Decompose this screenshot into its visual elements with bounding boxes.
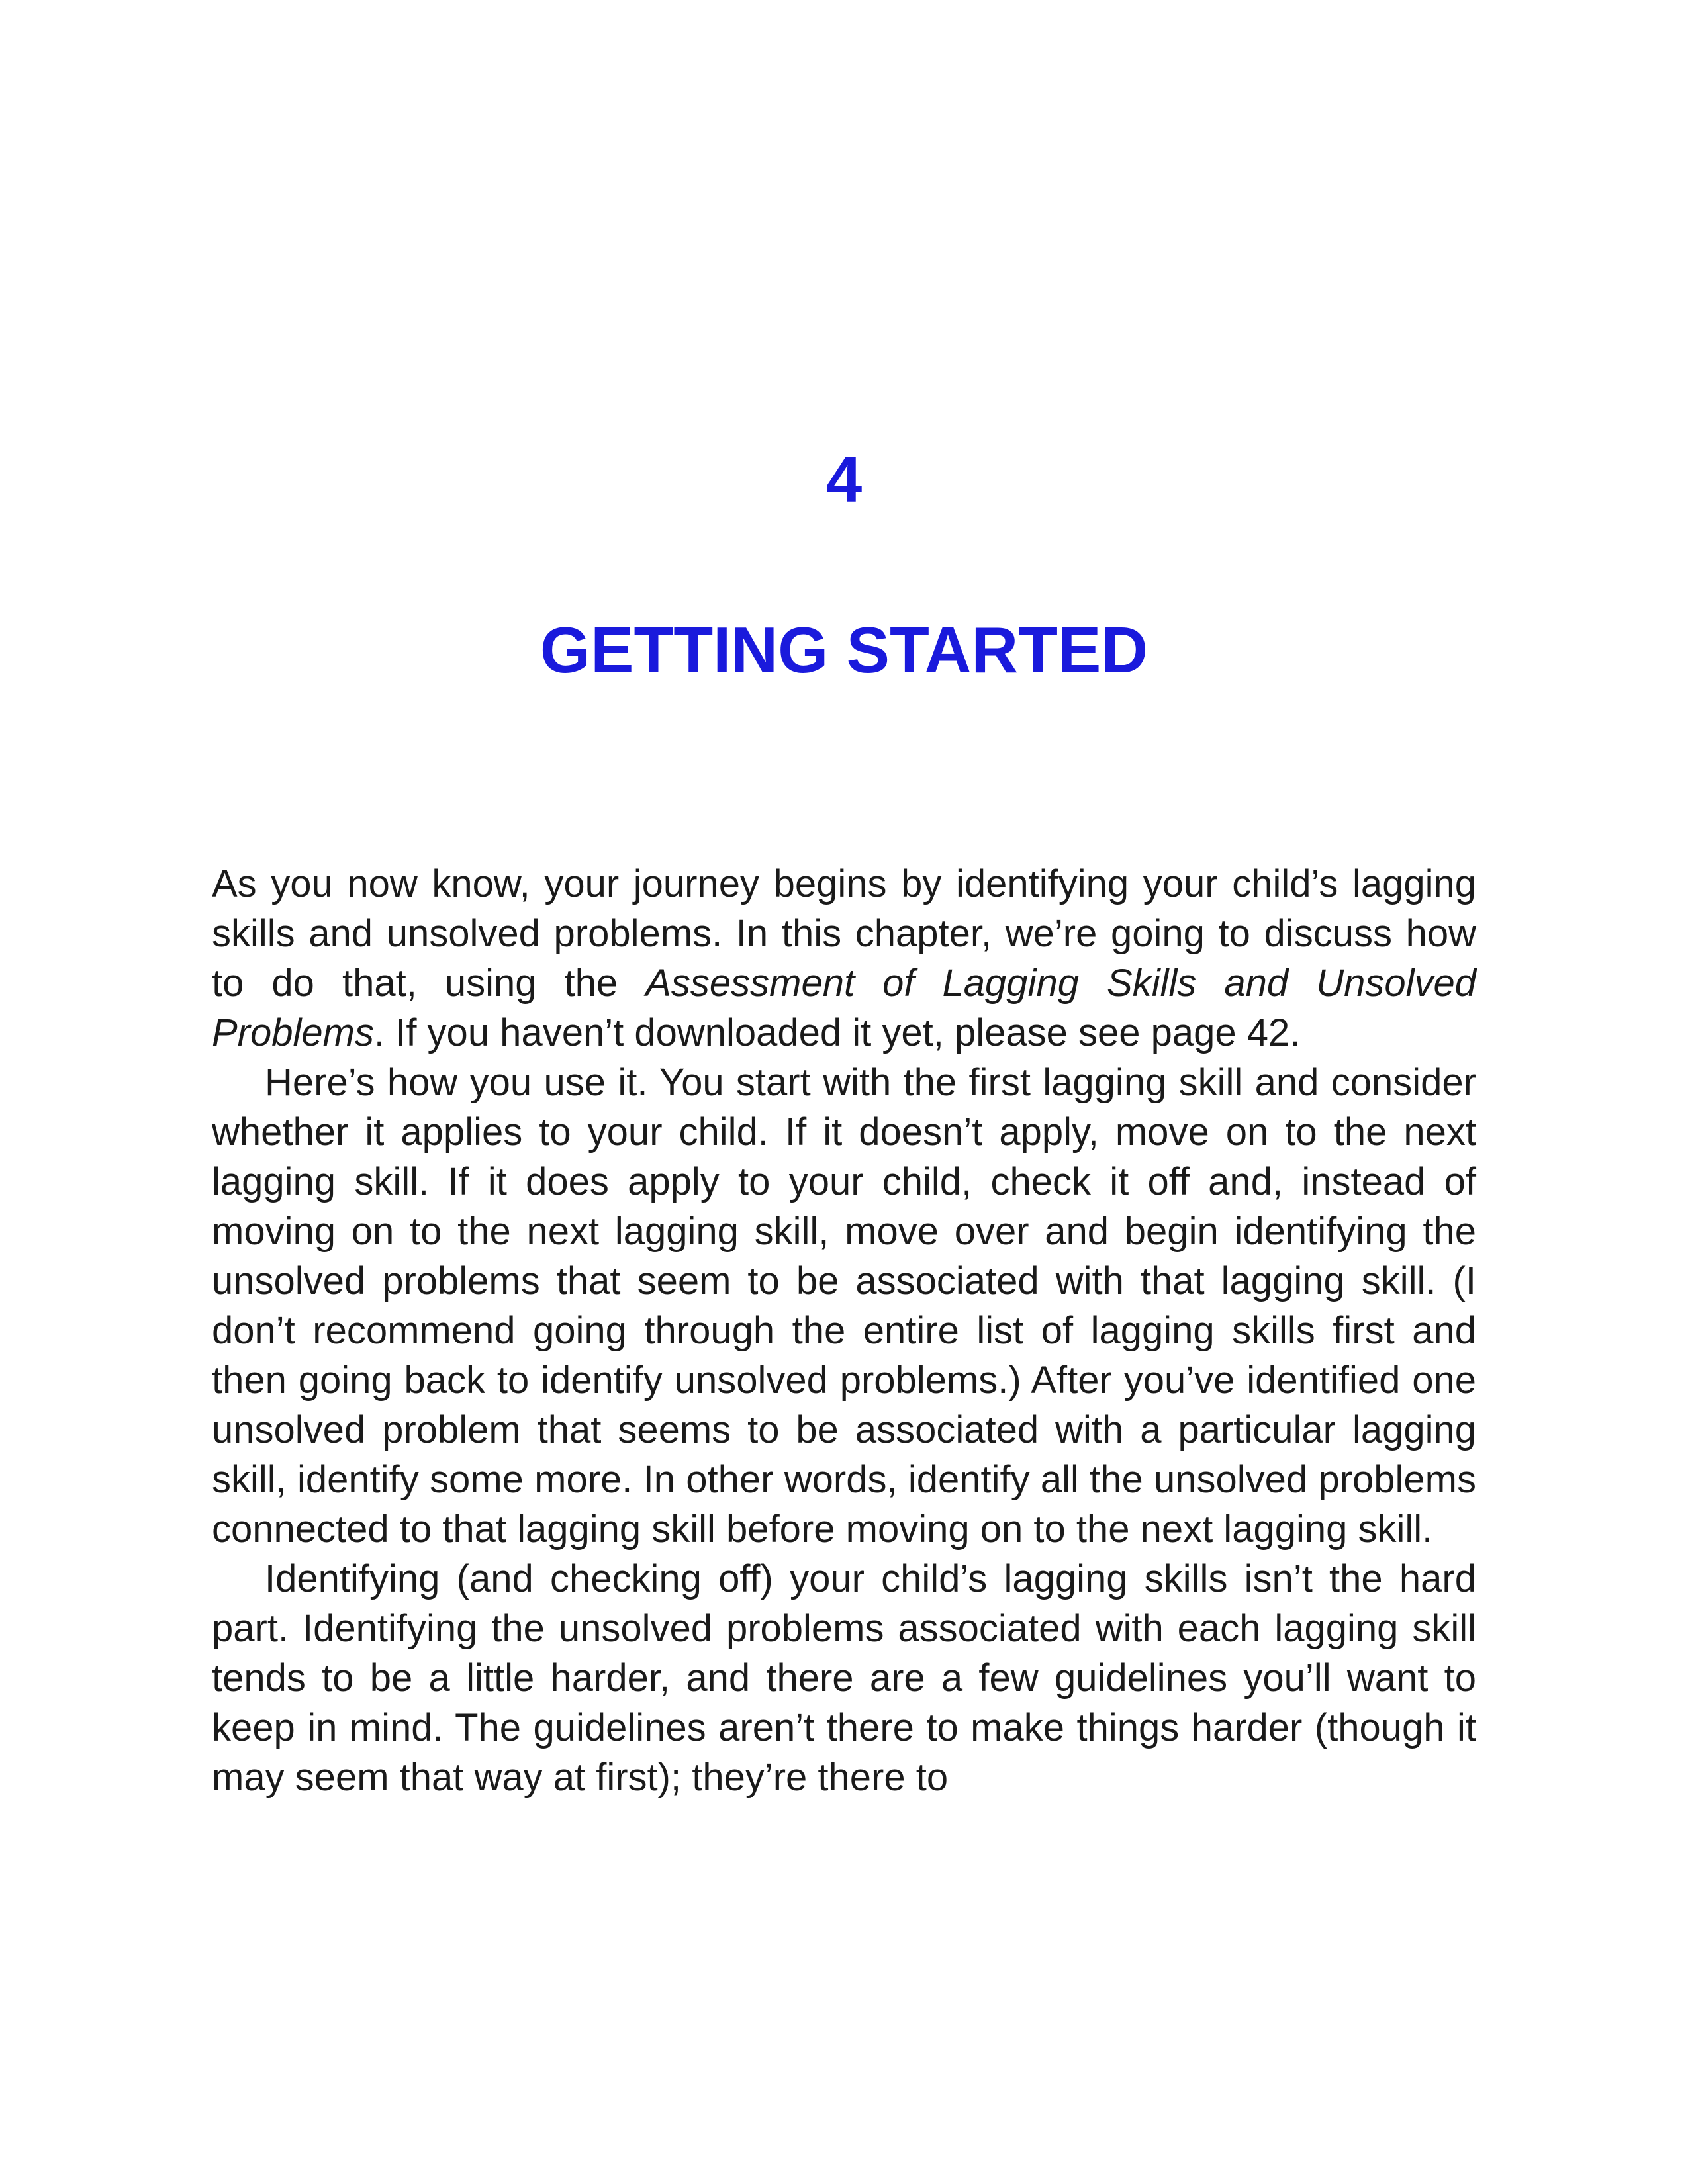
chapter-body xyxy=(212,859,1476,1802)
paragraph-1-text-b: . If you haven’t downloaded it yet, please see page 42. xyxy=(373,1011,1301,1054)
chapter-number: 4 xyxy=(825,443,863,516)
assessment-title-italic: Assessment of Lagging Skills and Unsolved Problems xyxy=(212,962,1476,1054)
paragraph-3: Identifying (and checking off) your child’s lagging skills isn’t the hard part. Identifying the unsolved problems associated with each lagging skill tends to be a little harder, and there are a few guidelines you’ll want to keep in mind. The guidelines aren’t there to make things harder (though it may seem that way at first); they’re there to xyxy=(212,1557,1476,1799)
paragraph-2: Here’s how you use it. You start with the first lagging skill and consider whether it applies to your child. If it doesn’t apply, move on to the next lagging skill. If it does apply to your child, check it off and, instead of moving on to the next lagging skill, move over and begin identifying the unsolved problems that seem to be associated with that lagging skill. (I don’t recommend going through the entire list of lagging skills first and then going back to identify unsolved problems.) After you’ve identified one unsolved problem that seems to be associated with a particular lagging skill, identify some more. In other words, identify all the unsolved problems connected to that lagging skill before moving on to the next lagging skill. xyxy=(212,1061,1476,1551)
chapter-title: GETTING STARTED xyxy=(539,614,1149,686)
paragraph-1 xyxy=(212,859,1476,1058)
paragraph-1-text-a: As you now know, your journey begins by identifying your child’s lagging skills and unsolved problems. In this chapter, we’re going to discuss how to do that, using the xyxy=(212,862,1476,1005)
